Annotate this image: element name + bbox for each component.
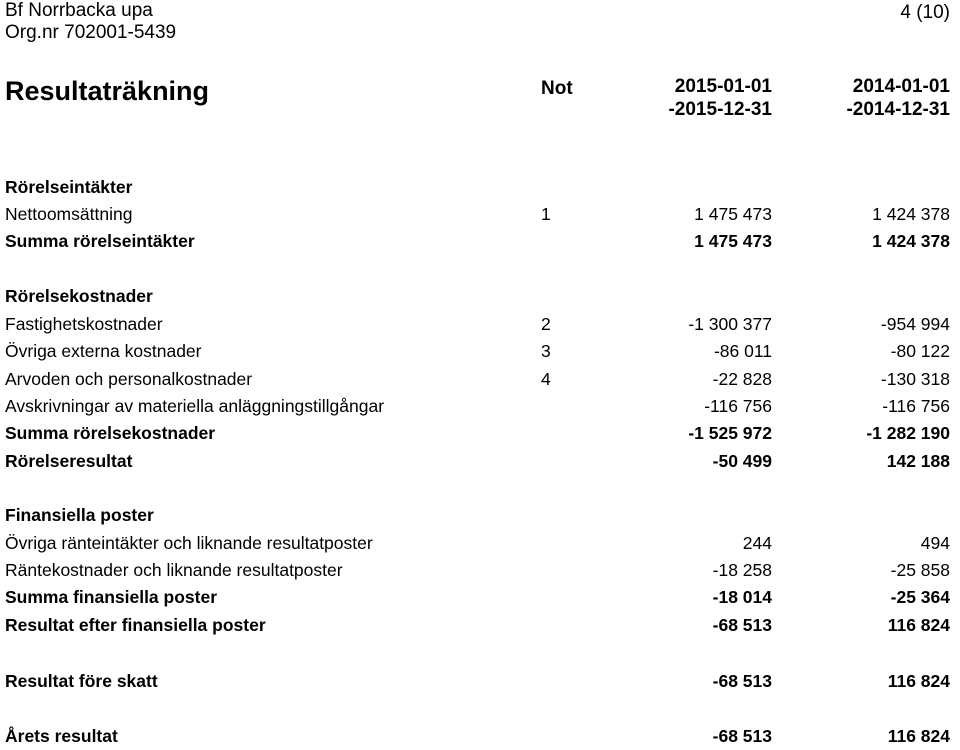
row-label: Arvoden och personalkostnader: [5, 369, 253, 389]
row-value-2014: 1 424 378: [872, 204, 950, 224]
row-label: Rörelseresultat: [5, 451, 133, 471]
statement-row: [0, 502, 960, 529]
row-value-2015: -68 513: [712, 615, 772, 635]
statement-title: Resultaträkning: [5, 76, 210, 106]
period-2014-to: -2014-12-31: [846, 99, 950, 120]
row-value-2015: 244: [742, 533, 772, 553]
column-header-period-2015: [668, 75, 772, 121]
row-note: 4: [541, 369, 551, 389]
row-value-2014: -116 756: [882, 396, 950, 416]
row-value-2014: -130 318: [880, 369, 950, 389]
row-value-2015: -1 300 377: [688, 314, 772, 334]
row-value-2014: 494: [920, 533, 950, 553]
row-label: Rörelsekostnader: [5, 286, 153, 306]
statement-row: [0, 201, 960, 228]
row-value-2015: -116 756: [704, 396, 772, 416]
row-value-2014: 116 824: [887, 615, 950, 635]
row-value-2014: 1 424 378: [872, 231, 950, 251]
row-label: Resultat före skatt: [5, 671, 158, 691]
period-2014-from: 2014-01-01: [852, 76, 950, 97]
statement-row: [0, 557, 960, 584]
row-label: Räntekostnader och liknande resultatposter: [5, 560, 343, 580]
page-number: 4 (10): [900, 2, 950, 23]
statement-row: [0, 228, 960, 255]
period-2015-from: 2015-01-01: [674, 76, 772, 97]
row-value-2014: -80 122: [890, 341, 950, 361]
row-value-2015: -18 014: [712, 587, 772, 607]
column-header-note: Not: [541, 78, 573, 99]
row-label: Summa rörelsekostnader: [5, 423, 216, 443]
statement-row: [0, 366, 960, 393]
statement-row: [0, 338, 960, 365]
row-label: Resultat efter finansiella poster: [5, 615, 266, 635]
row-value-2014: -25 364: [890, 587, 950, 607]
row-label: Fastighetskostnader: [5, 314, 163, 334]
row-label: Nettoomsättning: [5, 204, 133, 224]
row-value-2015: 1 475 473: [694, 204, 772, 224]
row-note: 2: [541, 314, 551, 334]
row-value-2014: -25 858: [890, 560, 950, 580]
statement-row: [0, 311, 960, 338]
row-value-2014: -954 994: [880, 314, 950, 334]
statement-row: [0, 612, 960, 639]
statement-row: [0, 723, 960, 750]
statement-row: [0, 393, 960, 420]
row-value-2015: 1 475 473: [694, 231, 772, 251]
row-value-2015: -68 513: [712, 726, 772, 746]
row-value-2015: -18 258: [712, 560, 772, 580]
statement-row: [0, 668, 960, 695]
column-header-period-2014: [846, 75, 950, 121]
row-label: Summa rörelseintäkter: [5, 231, 195, 251]
statement-row: [0, 174, 960, 201]
row-label: Finansiella poster: [5, 505, 154, 525]
statement-row: [0, 530, 960, 557]
row-value-2014: 116 824: [887, 726, 950, 746]
row-value-2015: -22 828: [712, 369, 772, 389]
org-number: Org.nr 702001-5439: [5, 22, 177, 43]
row-value-2014: -1 282 190: [866, 423, 950, 443]
period-2015-to: -2015-12-31: [668, 99, 772, 120]
row-label: Summa finansiella poster: [5, 587, 218, 607]
row-value-2015: -50 499: [712, 451, 772, 471]
statement-row: [0, 420, 960, 447]
statement-row: [0, 584, 960, 611]
row-label: Övriga ränteintäkter och liknande resultatposter: [5, 533, 373, 553]
row-label: Övriga externa kostnader: [5, 341, 202, 361]
row-note: 1: [541, 204, 551, 224]
row-value-2015: -1 525 972: [688, 423, 772, 443]
row-note: 3: [541, 341, 551, 361]
row-label: Avskrivningar av materiella anläggningstillgångar: [5, 396, 385, 416]
statement-row: [0, 448, 960, 475]
row-value-2014: 142 188: [886, 451, 950, 471]
row-label: Årets resultat: [5, 726, 118, 746]
row-value-2014: 116 824: [887, 671, 950, 691]
row-label: Rörelseintäkter: [5, 177, 133, 197]
row-value-2015: -86 011: [713, 341, 772, 361]
row-value-2015: -68 513: [712, 671, 772, 691]
statement-row: [0, 283, 960, 310]
org-name: Bf Norrbacka upa: [5, 0, 153, 21]
